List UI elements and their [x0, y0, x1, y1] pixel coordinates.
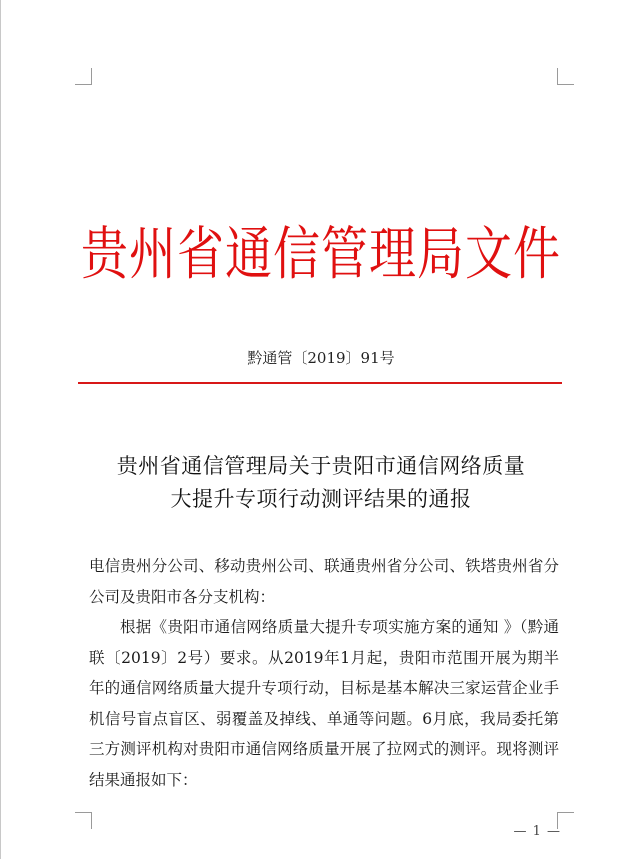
body-paragraph-1: 根据《贵阳市通信网络质量大提升专项实施方案的通知 》（黔通联〔2019〕2号）要求。从2019年1月起，贵阳市范围开展为期半年的通信网络质量大提升专项行动，目标是基本解决三家运营企业手机信号盲点盲区、弱覆盖及掉线、单通等问题。6月底，我局委托第三方测评机构对贵阳市通信网络质量开展了拉网式的测评。现将测评结果通报如下： — [89, 618, 559, 789]
crop-mark-top-left — [75, 68, 92, 85]
recipients-paragraph: 电信贵州分公司、移动贵州公司、联通贵州省分公司、铁塔贵州省分公司及贵阳市各分支机构： — [89, 557, 559, 606]
notice-title-line-1: 贵州省通信管理局关于贵阳市通信网络质量 — [116, 454, 526, 478]
page-number: — 1 — — [513, 824, 561, 839]
red-separator-line — [78, 382, 562, 384]
document-body — [89, 551, 559, 795]
notice-title — [81, 450, 561, 516]
red-header-title: 贵州省通信管理局文件 — [81, 220, 561, 288]
crop-mark-top-right — [557, 68, 574, 85]
notice-title-line-2: 大提升专项行动测评结果的通报 — [170, 487, 472, 511]
crop-mark-bottom-left — [75, 812, 92, 829]
document-number: 黔通管〔2019〕91号 — [247, 349, 395, 367]
